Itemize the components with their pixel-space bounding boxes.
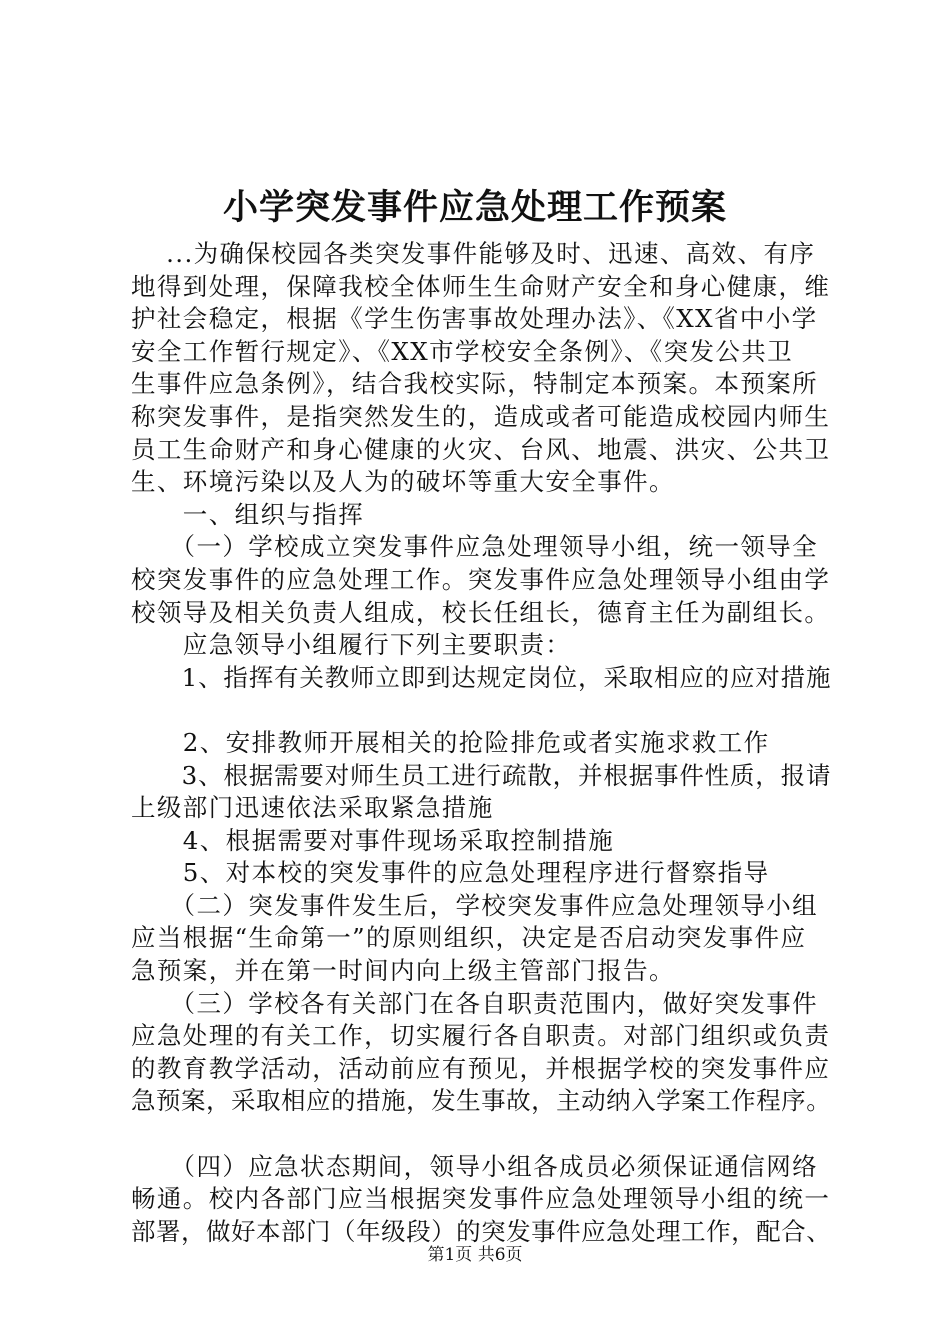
body-line: （四）应急状态期间，领导小组各成员必须保证通信网络 [131,1151,819,1181]
body-line: 上级部门迅速依法采取紧急措施 [131,793,494,823]
body-line: 生、环境污染以及人为的破坏等重大安全事件。 [131,467,675,497]
body-line: 5、对本校的突发事件的应急处理程序进行督察指导 [131,858,770,888]
body-line: 部署，做好本部门（年级段）的突发事件应急处理工作，配合、 [131,1216,832,1246]
body-line: 应急领导小组履行下列主要职责： [131,630,572,660]
body-line: 地得到处理，保障我校全体师生生命财产安全和身心健康，维 [131,271,831,301]
body-line: 畅通。校内各部门应当根据突发事件应急处理领导小组的统一 [131,1184,831,1214]
body-line: 3、根据需要对师生员工进行疏散，并根据事件性质，报请 [131,760,832,790]
document-title: 小学突发事件应急处理工作预案 [222,187,727,228]
body-line: 称突发事件，是指突然发生的，造成或者可能造成校园内师生 [131,401,831,431]
body-line: 4、根据需要对事件现场采取控制措施 [131,825,615,855]
page-footer: 第1页 共6页 [427,1245,523,1265]
blank-line [131,694,831,727]
body-line: 安全工作暂行规定》、《XX市学校安全条例》、《突发公共卫 [131,336,794,366]
blank-line [131,1118,831,1151]
body-line: 员工生命财产和身心健康的火灾、台风、地震、洪灾、公共卫 [131,434,831,464]
body-line: 急预案，采取相应的措施，发生事故，主动纳入学案工作程序。 [131,1086,832,1116]
body-line: 校突发事件的应急处理工作。突发事件应急处理领导小组由学 [131,564,831,594]
body-line: 一、组织与指挥 [131,499,365,529]
body-line: 2、安排教师开展相关的抢险排危或者实施求救工作 [131,727,770,757]
body-line: （一）学校成立突发事件应急处理领导小组，统一领导全 [131,532,819,562]
body-line: 护社会稳定，根据《学生伤害事故处理办法》、《XX省中小学 [131,304,818,334]
body-line: 应急处理的有关工作，切实履行各自职责。对部门组织或负责 [131,1021,831,1051]
body-line: （三）学校各有关部门在各自职责范围内，做好突发事件 [131,988,819,1018]
body-line: 1、指挥有关教师立即到达规定岗位，采取相应的应对措施 [131,662,832,692]
body-line: ...为确保校园各类突发事件能够及时、迅速、高效、有序 [131,239,816,268]
body-line: 应当根据“生命第一”的原则组织，决定是否启动突发事件应 [131,923,807,953]
body-line: 的教育教学活动，活动前应有预见，并根据学校的突发事件应 [131,1053,831,1083]
document-body [131,238,831,1248]
body-line: （二）突发事件发生后，学校突发事件应急处理领导小组 [131,890,819,920]
body-line: 生事件应急条例》，结合我校实际，特制定本预案。本预案所 [131,369,819,399]
body-line: 校领导及相关负责人组成，校长任组长，德育主任为副组长。 [131,597,831,627]
body-line: 急预案，并在第一时间内向上级主管部门报告。 [131,956,675,986]
